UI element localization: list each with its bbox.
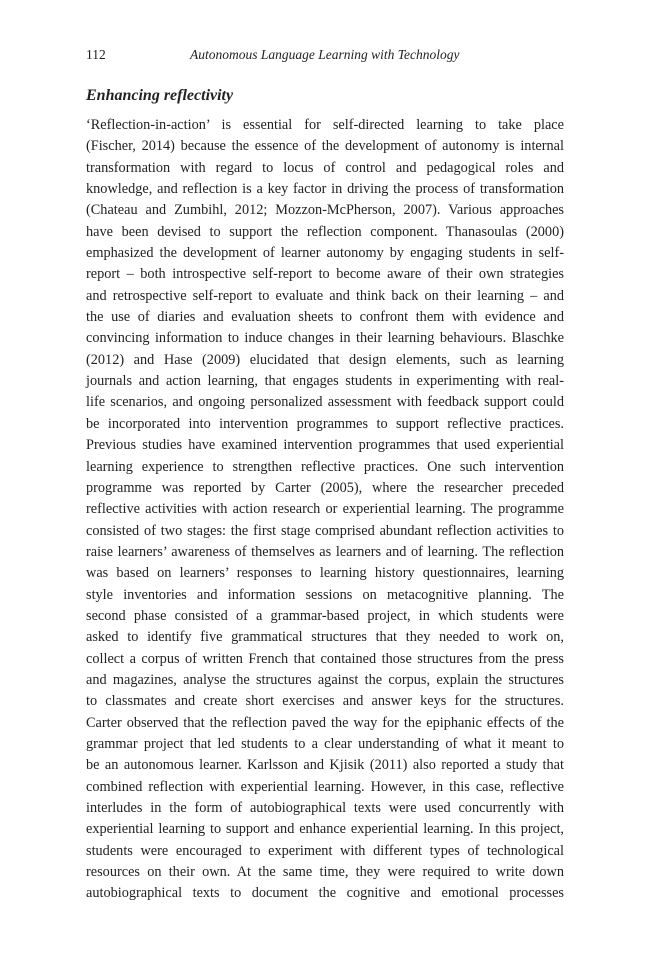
text-line: Previous studies have examined intervention programmes that used experiential <box>86 437 564 454</box>
text-line: combined reflection with experiential learning. However, in this case, reflective <box>86 778 564 795</box>
text-line: knowledge, and reflection is a key factor in driving the process of transformation <box>86 181 564 198</box>
text-line: and retrospective self-report to evaluate and think back on their learning – and <box>86 287 564 304</box>
text-line: experiential learning to support and enhance experiential learning. In this project, <box>86 821 564 838</box>
text-line: have been devised to support the reflection component. Thanasoulas (2000) <box>86 223 564 240</box>
text-line: emphasized the development of learner autonomy by engaging students in self- <box>86 245 564 262</box>
text-line: programme was reported by Carter (2005), where the researcher preceded <box>86 479 564 496</box>
text-line: autobiographical texts to document the cognitive and emotional processes <box>86 885 564 902</box>
text-line: report – both introspective self-report to become aware of their own strategies <box>86 266 564 283</box>
text-line: life scenarios, and ongoing personalized assessment with feedback support could <box>86 394 564 411</box>
text-line: was based on learners’ responses to learning history questionnaires, learning <box>86 565 564 582</box>
running-title: Autonomous Language Learning with Technology <box>190 47 460 62</box>
text-line: (2012) and Hase (2009) elucidated that design elements, such as learning <box>86 351 564 368</box>
text-line: raise learners’ awareness of themselves as learners and of learning. The reflection <box>86 543 564 560</box>
text-line: and magazines, analyse the structures against the corpus, explain the structures <box>86 671 564 688</box>
text-line: transformation with regard to locus of control and pedagogical roles and <box>86 159 564 176</box>
section-heading: Enhancing reflectivity <box>86 87 234 104</box>
text-line: ‘Reflection-in-action’ is essential for self-directed learning to take place <box>86 117 564 133</box>
text-line: consisted of two stages: the first stage comprised abundant reflection activities to <box>86 522 564 539</box>
text-line: (Chateau and Zumbihl, 2012; Mozzon-McPherson, 2007). Various approaches <box>86 202 564 219</box>
text-line: be incorporated into intervention programmes to support reflective practices. <box>86 415 564 432</box>
text-line: to classmates and create short exercises and answer keys for the structures. <box>86 693 564 710</box>
running-header <box>86 47 564 67</box>
text-line: reflective activities with action research or experiential learning. The programme <box>86 501 564 518</box>
body-paragraph <box>86 115 564 905</box>
text-line: second phase consisted of a grammar-based project, in which students were <box>86 607 564 624</box>
text-line: interludes in the form of autobiographical texts were used concurrently with <box>86 800 564 816</box>
text-line: the use of diaries and evaluation sheets to confront them with evidence and <box>86 309 564 326</box>
page-number: 112 <box>86 47 106 62</box>
text-line: convincing information to induce changes in their learning behaviours. Blaschke <box>86 330 564 347</box>
text-line: collect a corpus of written French that contained those structures from the press <box>86 650 564 667</box>
text-line: journals and action learning, that engages students in experimenting with real- <box>86 373 564 390</box>
text-line: style inventories and information sessions on metacognitive planning. The <box>86 586 564 603</box>
text-line: asked to identify five grammatical structures that they needed to work on, <box>86 629 564 646</box>
text-line: grammar project that led students to a clear understanding of what it meant to <box>86 735 564 752</box>
text-line: learning experience to strengthen reflective practices. One such intervention <box>86 458 564 475</box>
text-line: be an autonomous learner. Karlsson and Kjisik (2011) also reported a study that <box>86 757 564 774</box>
text-line: students were encouraged to experiment with different types of technological <box>86 842 564 859</box>
text-line: (Fischer, 2014) because the essence of the development of autonomy is internal <box>86 138 564 155</box>
text-line: resources on their own. At the same time, they were required to write down <box>86 864 564 881</box>
text-line: Carter observed that the reflection paved the way for the epiphanic effects of the <box>86 714 564 731</box>
